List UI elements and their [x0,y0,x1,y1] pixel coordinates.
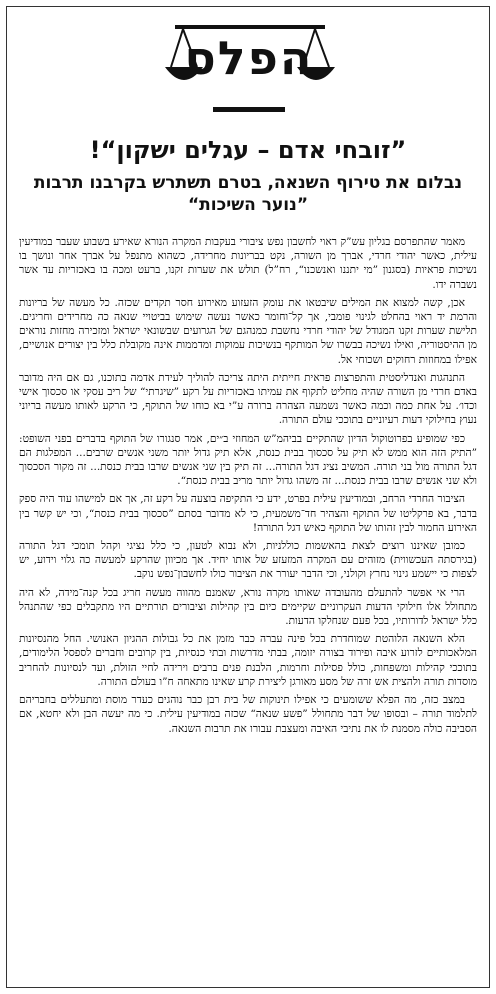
article-paragraph: הציבור החרדי הרחב, ובמודיעין עילית בפרט, ידע כי התקיפה בוצעה על רקע זה, אך אם למישהו עוד היה ספק בדבר, בא פרקליטו של התוקף והצהיר חד־משמעית, כי לא מדובר בסתם ”סכסוך בבית כנסת“, וכי יש קשר בין האירוע החמור לבין זהותו של התוקף כאיש דגל התורה! [19,493,477,534]
article-paragraph: מאמר שהתפרסם בגליון עש”ק ראוי לחשבון נפש ציבורי בעקבות המקרה הנורא שאירע בשבוע שעבר במודיעין עילית, כאשר יהודי חרדי, אברך מן השורה, נקט בבריונות מחרידה, כשהוא מתנפל על אברך אחר ונושך בו נשיכות פראיות (בסגנון ”מי יתננו ואנשכנו“, רח”ל) תולש את שערות זקנו, ברעט ומכה בו באכזריות עד אשר נשברה ידו. [19,236,477,291]
masthead-title: הפלס [184,31,314,85]
headline: ”זובחי אדם – עגלים ישקון“! [89,136,407,164]
article-paragraph: הרי אי אפשר להתעלם מהעובדה שאותו מקרה נורא, שאמנם מהווה מעשה חריג בכל קנה־מידה, לא היה מתחולל אלו חילוקי הדעות העקרוניים שקיימים כיום בין קהילות וציבורים תורתיים היו מתקבלים כפי שהתנהל כלל ישראל לדורותיו, בכל פעם שנחלקו הדעות. [19,586,477,628]
article-paragraph: הלא השנאה הלוהטת שמוחדרת בכל פינה עברה כבר מזמן את כל גבולות ההגיון האנושי. החל מהנסיונות המלאכותיים לזרוע איבה ופירוד בצורה יזומה, בבתי מדרשות ובתי כנסיות, בין קרובים וחברים לספסל הלימודים, בתוככי קהילות ומשפחות, כולל פסילות וחרמות, הלבנת פנים ברבים וירידה לחיי הזולת, ועד לנסיונות להחריב מוסדות תורה ולהצית אש זרה של מסע מאורגן ליצירת קרע שאינו מתאחה ח”ו בעולם התורה. [19,633,477,688]
article-paragraph: כמובן שאיננו רוצים לצאת בהאשמות כוללניות, ולא נבוא לטעון, כי כלל נציגי וקהל תומכי דגל התורה (בגירסתה העכשווית) מזוהים עם המקרה המזעזע של אותו יחיד. אך מכיוון שהרקע למעשה כה גלוי וידוע, יש לצפות כי יישמע גינוי נחרץ וקולני, וכי הדבר יעורר את הציבור כולו לחשבון־נפש נוקב. [19,540,477,581]
article-paragraph: במצב כזה, מה הפלא ששומעים כי אפילו תינוקות של בית רבן כבר נוהגים כעדר מוסת ומתעללים בחבריהם לתלמוד תורה – ובסופו של דבר מתחולל ”פשע שנאה“ שכזה במודיעין עילית. כי מה יעשה הבן ולא יחטא, אם הסביבה כולה מסמנת לו את נתיבי האיבה ומעצבת עבורו את תרבות השנאה. [19,694,477,735]
newspaper-column [6,6,490,988]
article-paragraph: אכן, קשה למצוא את המילים שיבטאו את עומק הזעזוע מאירוע חסר תקדים שכזה. כל מעשה של בריונות והרמת יד ראוי בהחלט לגינוי פומבי, אך קל־וחומר כאשר נעשה שימוש בביטויי שנאה כה מחרידים וחריגים. תלישת שערות זקנו המגודל של יהודי חרדי נחשבת כמנהגם של הגרועים שבשונאי ישראל ומזכירה מחזות נוראים מן ההיסטוריה, ואילו נשיכה בבשרו של המותקף בנשיכות עמוקות ומדממות אינה מקובלת כלל בין יצורים אנושיים, אפילו במחוזות רחוקים ושכוחי אל. [19,296,477,366]
masthead [7,15,490,135]
subheadline: נבלום את טירוף השנאה, בטרם תשתרש בקרבנו תרבות ”נוער השיכות“ [33,173,463,215]
article-paragraph: כפי שמופיע בפרוטוקול הדיון שהתקיים בביהמ”ש המחוזי ב״ים, אמר סנגורו של התוקף בדברים בפני השופט: ”התיק הזה הוא ממש לא תיק על סכסוך בבית כנסת, אלא תיק גדול יותר משני אנשים שרבים... המפלגות הם דגל התורה מול בני תורה. המשיב נציג דגל התורה... זה תיק בין שני אנשים שרבו בבית כנסת... זה מקור הסכסוך ולא שני אנשים שרבו בבית כנסת... זה משהו גדול יותר מריב בבית כנסת“. [19,432,477,488]
article-paragraph: התנהגות ואנדליסטית והתפרצות פראית חייתית היתה צריכה להוליך לעידת אדמה בתוכנו, גם אם היה מדובר באדם חרדי מן השורה שהיה מחליט לתקוף את עמיתו באכזריות על רקע ”שיגרתי“ של ריב עסקי או סכסוך אישי וכדו׳. על אחת כמה וכמה כאשר נשמעה הצהרה ברורה ע”י בא כוחו של התוקף, כי הרקע לאותו מעשה בריוני נעוץ בחילוקי דעות רעיוניים בתוככי עולם התורה. [19,371,477,427]
article-body [19,235,477,983]
